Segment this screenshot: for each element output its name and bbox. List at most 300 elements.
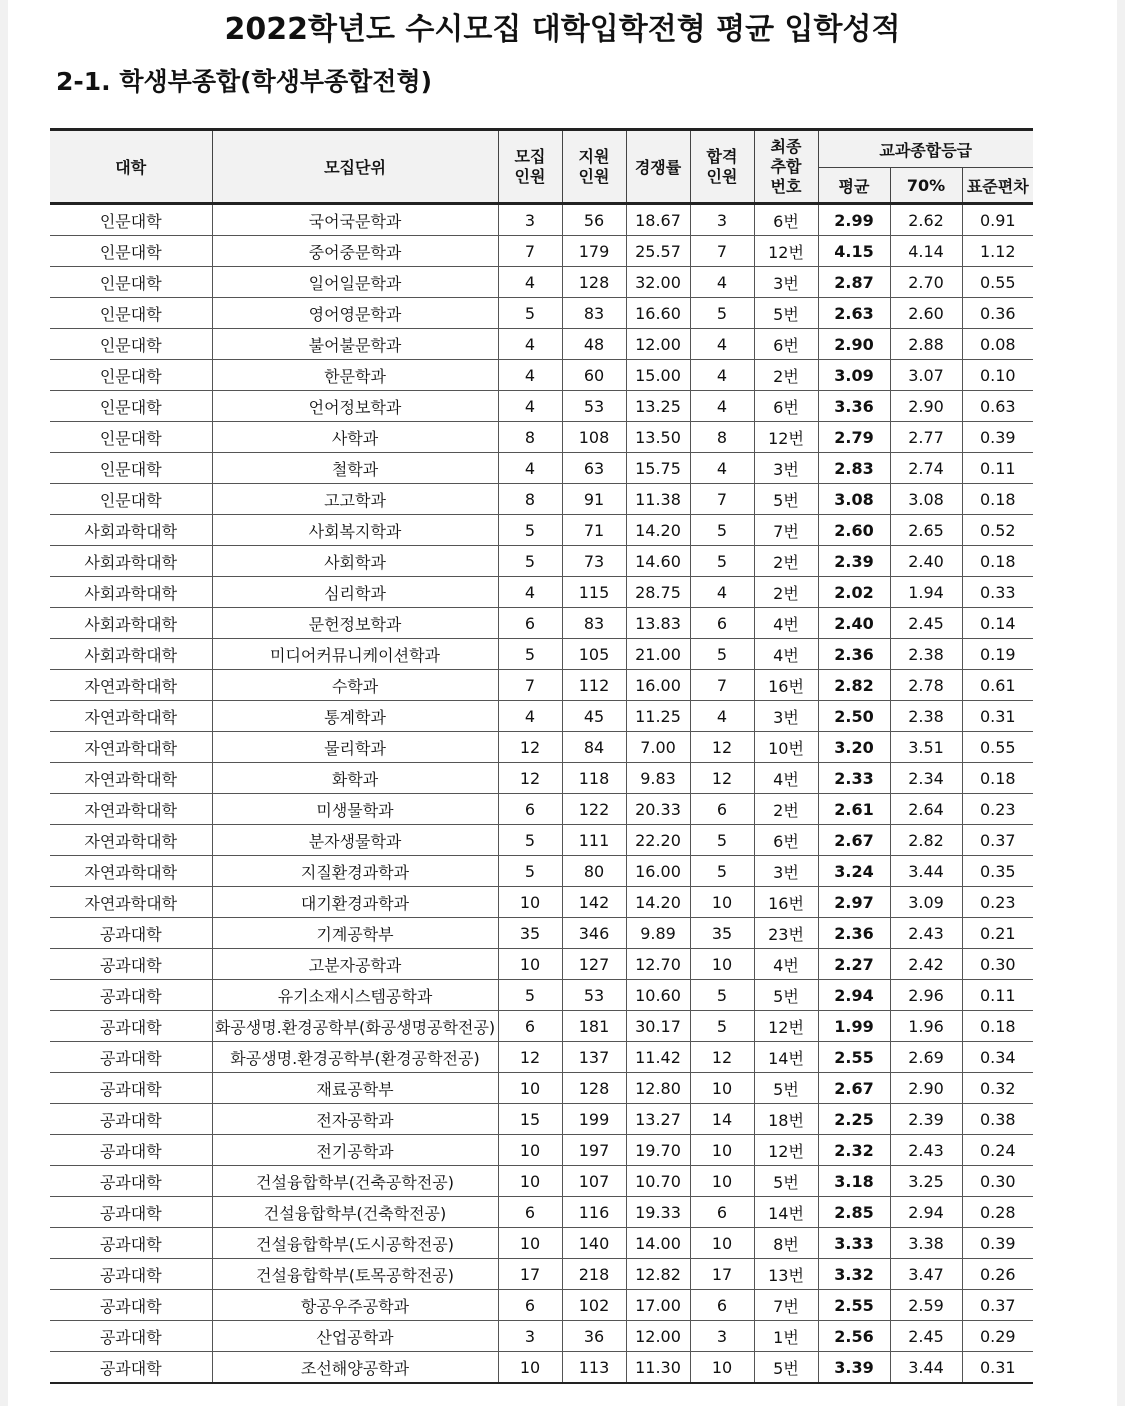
header-applicants	[562, 130, 626, 204]
cell-std-dev: 0.18	[962, 484, 1033, 515]
cell-competition: 14.60	[626, 546, 690, 577]
cell-admitted: 5	[690, 298, 754, 329]
cell-average: 3.33	[818, 1228, 890, 1259]
cell-70-percent: 2.82	[890, 825, 962, 856]
table-row	[50, 360, 1033, 391]
cell-quota: 5	[498, 825, 562, 856]
cell-quota: 4	[498, 391, 562, 422]
cell-70-percent: 2.96	[890, 980, 962, 1011]
cell-quota: 6	[498, 794, 562, 825]
cell-admitted: 4	[690, 360, 754, 391]
cell-competition: 21.00	[626, 639, 690, 670]
table-body	[50, 204, 1033, 1384]
cell-applicants: 113	[562, 1352, 626, 1384]
cell-70-percent: 2.60	[890, 298, 962, 329]
cell-competition: 12.00	[626, 329, 690, 360]
cell-average: 3.24	[818, 856, 890, 887]
cell-final-number: 8번	[754, 1228, 818, 1259]
cell-quota: 4	[498, 701, 562, 732]
cell-applicants: 83	[562, 298, 626, 329]
cell-applicants: 36	[562, 1321, 626, 1352]
cell-70-percent: 2.77	[890, 422, 962, 453]
cell-applicants: 48	[562, 329, 626, 360]
cell-final-number: 5번	[754, 298, 818, 329]
cell-quota: 3	[498, 204, 562, 236]
cell-admitted: 12	[690, 732, 754, 763]
cell-admitted: 5	[690, 856, 754, 887]
cell-std-dev: 0.39	[962, 422, 1033, 453]
cell-competition: 13.83	[626, 608, 690, 639]
table-row	[50, 577, 1033, 608]
cell-applicants: 91	[562, 484, 626, 515]
header-admitted-line1: 합격	[706, 146, 738, 166]
cell-final-number: 5번	[754, 980, 818, 1011]
table-row	[50, 267, 1033, 298]
cell-std-dev: 0.23	[962, 887, 1033, 918]
table-row	[50, 546, 1033, 577]
cell-college: 공과대학	[50, 1352, 212, 1384]
table-header	[50, 130, 1033, 204]
cell-applicants: 197	[562, 1135, 626, 1166]
table-row	[50, 1352, 1033, 1384]
cell-competition: 25.57	[626, 236, 690, 267]
cell-std-dev: 0.33	[962, 577, 1033, 608]
cell-competition: 19.70	[626, 1135, 690, 1166]
header-final-line1: 최종	[770, 136, 802, 156]
cell-applicants: 181	[562, 1011, 626, 1042]
cell-70-percent: 2.90	[890, 1073, 962, 1104]
cell-final-number: 4번	[754, 608, 818, 639]
cell-70-percent: 2.69	[890, 1042, 962, 1073]
cell-admitted: 5	[690, 1011, 754, 1042]
cell-final-number: 7번	[754, 1290, 818, 1321]
cell-70-percent: 2.38	[890, 701, 962, 732]
cell-college: 자연과학대학	[50, 794, 212, 825]
cell-admitted: 17	[690, 1259, 754, 1290]
cell-competition: 7.00	[626, 732, 690, 763]
cell-quota: 8	[498, 422, 562, 453]
table-row	[50, 794, 1033, 825]
cell-admitted: 5	[690, 639, 754, 670]
cell-average: 4.15	[818, 236, 890, 267]
cell-unit: 영어영문학과	[212, 298, 498, 329]
cell-competition: 12.00	[626, 1321, 690, 1352]
cell-final-number: 5번	[754, 1166, 818, 1197]
cell-70-percent: 2.90	[890, 391, 962, 422]
cell-competition: 14.20	[626, 887, 690, 918]
cell-quota: 10	[498, 887, 562, 918]
cell-competition: 12.82	[626, 1259, 690, 1290]
cell-average: 2.36	[818, 918, 890, 949]
table-row	[50, 763, 1033, 794]
cell-std-dev: 0.11	[962, 453, 1033, 484]
cell-applicants: 107	[562, 1166, 626, 1197]
cell-70-percent: 2.62	[890, 204, 962, 236]
cell-applicants: 53	[562, 980, 626, 1011]
cell-competition: 12.80	[626, 1073, 690, 1104]
cell-college: 인문대학	[50, 391, 212, 422]
table-row	[50, 825, 1033, 856]
cell-unit: 화공생명.환경공학부(환경공학전공)	[212, 1042, 498, 1073]
cell-applicants: 118	[562, 763, 626, 794]
table-row	[50, 453, 1033, 484]
cell-average: 2.25	[818, 1104, 890, 1135]
cell-college: 공과대학	[50, 1073, 212, 1104]
cell-quota: 4	[498, 267, 562, 298]
header-final-line3: 번호	[770, 176, 802, 196]
cell-applicants: 71	[562, 515, 626, 546]
header-grade-group: 교과종합등급	[818, 130, 1033, 168]
cell-admitted: 4	[690, 701, 754, 732]
table-row	[50, 639, 1033, 670]
cell-final-number: 18번	[754, 1104, 818, 1135]
cell-std-dev: 0.35	[962, 856, 1033, 887]
cell-quota: 4	[498, 577, 562, 608]
cell-competition: 16.60	[626, 298, 690, 329]
cell-std-dev: 0.29	[962, 1321, 1033, 1352]
cell-unit: 지질환경과학과	[212, 856, 498, 887]
admission-grades-table	[50, 128, 1033, 1384]
cell-std-dev: 0.28	[962, 1197, 1033, 1228]
cell-final-number: 16번	[754, 887, 818, 918]
cell-average: 2.97	[818, 887, 890, 918]
table-row	[50, 732, 1033, 763]
cell-competition: 11.42	[626, 1042, 690, 1073]
cell-quota: 4	[498, 453, 562, 484]
cell-applicants: 80	[562, 856, 626, 887]
cell-college: 사회과학대학	[50, 639, 212, 670]
table-row	[50, 1228, 1033, 1259]
cell-70-percent: 2.70	[890, 267, 962, 298]
table-row	[50, 329, 1033, 360]
cell-70-percent: 3.44	[890, 1352, 962, 1384]
table-row	[50, 856, 1033, 887]
cell-average: 2.79	[818, 422, 890, 453]
cell-70-percent: 2.34	[890, 763, 962, 794]
cell-average: 2.55	[818, 1290, 890, 1321]
cell-admitted: 7	[690, 484, 754, 515]
cell-unit: 건설융합학부(건축학전공)	[212, 1197, 498, 1228]
table-row	[50, 980, 1033, 1011]
header-std-dev: 표준편차	[962, 168, 1033, 204]
table-row	[50, 422, 1033, 453]
cell-average: 2.82	[818, 670, 890, 701]
cell-admitted: 3	[690, 1321, 754, 1352]
cell-competition: 14.00	[626, 1228, 690, 1259]
cell-final-number: 3번	[754, 267, 818, 298]
cell-college: 자연과학대학	[50, 701, 212, 732]
cell-quota: 10	[498, 1228, 562, 1259]
cell-std-dev: 0.30	[962, 949, 1033, 980]
cell-quota: 7	[498, 670, 562, 701]
cell-college: 공과대학	[50, 980, 212, 1011]
cell-70-percent: 3.09	[890, 887, 962, 918]
table-row	[50, 1166, 1033, 1197]
cell-final-number: 6번	[754, 329, 818, 360]
cell-final-number: 14번	[754, 1197, 818, 1228]
cell-unit: 국어국문학과	[212, 204, 498, 236]
header-quota	[498, 130, 562, 204]
cell-unit: 사학과	[212, 422, 498, 453]
cell-competition: 15.75	[626, 453, 690, 484]
cell-admitted: 6	[690, 608, 754, 639]
cell-std-dev: 0.19	[962, 639, 1033, 670]
cell-admitted: 12	[690, 1042, 754, 1073]
cell-final-number: 5번	[754, 1352, 818, 1384]
cell-competition: 20.33	[626, 794, 690, 825]
cell-70-percent: 2.59	[890, 1290, 962, 1321]
cell-unit: 조선해양공학과	[212, 1352, 498, 1384]
cell-quota: 10	[498, 1073, 562, 1104]
cell-competition: 10.70	[626, 1166, 690, 1197]
header-unit: 모집단위	[212, 130, 498, 204]
cell-unit: 항공우주공학과	[212, 1290, 498, 1321]
cell-applicants: 142	[562, 887, 626, 918]
cell-final-number: 2번	[754, 794, 818, 825]
cell-std-dev: 0.36	[962, 298, 1033, 329]
cell-average: 3.20	[818, 732, 890, 763]
cell-college: 공과대학	[50, 949, 212, 980]
cell-quota: 10	[498, 1135, 562, 1166]
cell-70-percent: 3.07	[890, 360, 962, 391]
cell-quota: 7	[498, 236, 562, 267]
cell-quota: 4	[498, 360, 562, 391]
cell-std-dev: 0.52	[962, 515, 1033, 546]
cell-std-dev: 0.21	[962, 918, 1033, 949]
cell-70-percent: 2.39	[890, 1104, 962, 1135]
cell-competition: 28.75	[626, 577, 690, 608]
cell-final-number: 12번	[754, 1011, 818, 1042]
cell-quota: 10	[498, 1166, 562, 1197]
cell-std-dev: 0.37	[962, 1290, 1033, 1321]
cell-unit: 기계공학부	[212, 918, 498, 949]
cell-applicants: 45	[562, 701, 626, 732]
cell-average: 2.27	[818, 949, 890, 980]
cell-admitted: 10	[690, 1228, 754, 1259]
cell-std-dev: 0.24	[962, 1135, 1033, 1166]
cell-quota: 35	[498, 918, 562, 949]
cell-unit: 심리학과	[212, 577, 498, 608]
cell-70-percent: 2.43	[890, 1135, 962, 1166]
table-row	[50, 918, 1033, 949]
cell-admitted: 7	[690, 670, 754, 701]
cell-std-dev: 0.18	[962, 763, 1033, 794]
cell-competition: 11.30	[626, 1352, 690, 1384]
cell-std-dev: 0.61	[962, 670, 1033, 701]
cell-admitted: 10	[690, 949, 754, 980]
cell-quota: 4	[498, 329, 562, 360]
table-row	[50, 1073, 1033, 1104]
cell-70-percent: 2.65	[890, 515, 962, 546]
cell-std-dev: 1.12	[962, 236, 1033, 267]
cell-quota: 5	[498, 515, 562, 546]
cell-unit: 일어일문학과	[212, 267, 498, 298]
cell-std-dev: 0.34	[962, 1042, 1033, 1073]
cell-final-number: 1번	[754, 1321, 818, 1352]
cell-college: 자연과학대학	[50, 856, 212, 887]
cell-quota: 17	[498, 1259, 562, 1290]
cell-average: 2.02	[818, 577, 890, 608]
cell-std-dev: 0.37	[962, 825, 1033, 856]
header-applicants-line1: 지원	[578, 146, 610, 166]
cell-average: 2.67	[818, 1073, 890, 1104]
cell-applicants: 53	[562, 391, 626, 422]
cell-unit: 사회복지학과	[212, 515, 498, 546]
cell-std-dev: 0.10	[962, 360, 1033, 391]
cell-college: 공과대학	[50, 1290, 212, 1321]
cell-admitted: 4	[690, 267, 754, 298]
cell-unit: 고고학과	[212, 484, 498, 515]
cell-std-dev: 0.26	[962, 1259, 1033, 1290]
cell-70-percent: 2.78	[890, 670, 962, 701]
cell-applicants: 83	[562, 608, 626, 639]
cell-admitted: 10	[690, 887, 754, 918]
cell-competition: 11.25	[626, 701, 690, 732]
header-admitted	[690, 130, 754, 204]
cell-admitted: 4	[690, 577, 754, 608]
cell-admitted: 12	[690, 763, 754, 794]
cell-final-number: 16번	[754, 670, 818, 701]
header-competition: 경쟁률	[626, 130, 690, 204]
cell-admitted: 6	[690, 1197, 754, 1228]
table-row	[50, 1321, 1033, 1352]
cell-college: 자연과학대학	[50, 887, 212, 918]
cell-admitted: 4	[690, 329, 754, 360]
table-row	[50, 391, 1033, 422]
cell-quota: 12	[498, 732, 562, 763]
cell-applicants: 122	[562, 794, 626, 825]
table-row	[50, 204, 1033, 236]
cell-average: 2.36	[818, 639, 890, 670]
cell-unit: 분자생물학과	[212, 825, 498, 856]
cell-average: 2.83	[818, 453, 890, 484]
cell-college: 사회과학대학	[50, 608, 212, 639]
cell-final-number: 6번	[754, 391, 818, 422]
table-row	[50, 236, 1033, 267]
cell-college: 인문대학	[50, 329, 212, 360]
cell-competition: 32.00	[626, 267, 690, 298]
cell-std-dev: 0.31	[962, 1352, 1033, 1384]
document-title: 2022학년도 수시모집 대학입학전형 평균 입학성적	[224, 12, 901, 47]
cell-average: 1.99	[818, 1011, 890, 1042]
cell-final-number: 7번	[754, 515, 818, 546]
cell-average: 2.67	[818, 825, 890, 856]
cell-std-dev: 0.11	[962, 980, 1033, 1011]
cell-70-percent: 4.14	[890, 236, 962, 267]
cell-std-dev: 0.18	[962, 1011, 1033, 1042]
cell-70-percent: 3.25	[890, 1166, 962, 1197]
cell-70-percent: 3.38	[890, 1228, 962, 1259]
cell-unit: 통계학과	[212, 701, 498, 732]
cell-college: 공과대학	[50, 1321, 212, 1352]
cell-unit: 건설융합학부(도시공학전공)	[212, 1228, 498, 1259]
cell-unit: 철학과	[212, 453, 498, 484]
cell-std-dev: 0.39	[962, 1228, 1033, 1259]
cell-applicants: 128	[562, 267, 626, 298]
cell-std-dev: 0.31	[962, 701, 1033, 732]
table-row	[50, 1197, 1033, 1228]
header-admitted-line2: 인원	[706, 166, 738, 186]
cell-std-dev: 0.18	[962, 546, 1033, 577]
cell-average: 2.61	[818, 794, 890, 825]
cell-quota: 6	[498, 608, 562, 639]
cell-admitted: 14	[690, 1104, 754, 1135]
table-row	[50, 701, 1033, 732]
cell-college: 사회과학대학	[50, 546, 212, 577]
cell-average: 2.94	[818, 980, 890, 1011]
cell-admitted: 10	[690, 1073, 754, 1104]
cell-college: 인문대학	[50, 484, 212, 515]
cell-applicants: 199	[562, 1104, 626, 1135]
cell-applicants: 112	[562, 670, 626, 701]
cell-college: 공과대학	[50, 918, 212, 949]
cell-average: 2.60	[818, 515, 890, 546]
cell-unit: 화학과	[212, 763, 498, 794]
table-row	[50, 1104, 1033, 1135]
cell-applicants: 102	[562, 1290, 626, 1321]
cell-college: 자연과학대학	[50, 670, 212, 701]
cell-admitted: 10	[690, 1352, 754, 1384]
cell-final-number: 3번	[754, 856, 818, 887]
cell-average: 2.90	[818, 329, 890, 360]
cell-applicants: 60	[562, 360, 626, 391]
cell-unit: 언어정보학과	[212, 391, 498, 422]
cell-final-number: 4번	[754, 949, 818, 980]
cell-final-number: 14번	[754, 1042, 818, 1073]
cell-applicants: 116	[562, 1197, 626, 1228]
cell-70-percent: 2.40	[890, 546, 962, 577]
header-applicants-line2: 인원	[578, 166, 610, 186]
cell-competition: 18.67	[626, 204, 690, 236]
cell-70-percent: 1.96	[890, 1011, 962, 1042]
cell-unit: 중어중문학과	[212, 236, 498, 267]
cell-competition: 12.70	[626, 949, 690, 980]
cell-college: 인문대학	[50, 236, 212, 267]
cell-applicants: 84	[562, 732, 626, 763]
cell-admitted: 10	[690, 1166, 754, 1197]
cell-applicants: 111	[562, 825, 626, 856]
table-row	[50, 515, 1033, 546]
cell-applicants: 218	[562, 1259, 626, 1290]
cell-competition: 11.38	[626, 484, 690, 515]
cell-final-number: 12번	[754, 422, 818, 453]
cell-70-percent: 3.08	[890, 484, 962, 515]
cell-final-number: 2번	[754, 546, 818, 577]
cell-college: 공과대학	[50, 1259, 212, 1290]
cell-70-percent: 3.51	[890, 732, 962, 763]
cell-college: 자연과학대학	[50, 825, 212, 856]
cell-70-percent: 3.44	[890, 856, 962, 887]
cell-unit: 전기공학과	[212, 1135, 498, 1166]
cell-average: 2.85	[818, 1197, 890, 1228]
cell-applicants: 128	[562, 1073, 626, 1104]
header-final-line2: 추합	[770, 156, 802, 176]
cell-70-percent: 2.45	[890, 608, 962, 639]
table-row	[50, 949, 1033, 980]
cell-average: 3.08	[818, 484, 890, 515]
cell-average: 2.63	[818, 298, 890, 329]
cell-70-percent: 2.38	[890, 639, 962, 670]
cell-quota: 5	[498, 546, 562, 577]
cell-average: 3.32	[818, 1259, 890, 1290]
cell-unit: 한문학과	[212, 360, 498, 391]
cell-average: 2.32	[818, 1135, 890, 1166]
table-row	[50, 1259, 1033, 1290]
cell-quota: 12	[498, 763, 562, 794]
cell-unit: 고분자공학과	[212, 949, 498, 980]
cell-applicants: 105	[562, 639, 626, 670]
cell-std-dev: 0.23	[962, 794, 1033, 825]
